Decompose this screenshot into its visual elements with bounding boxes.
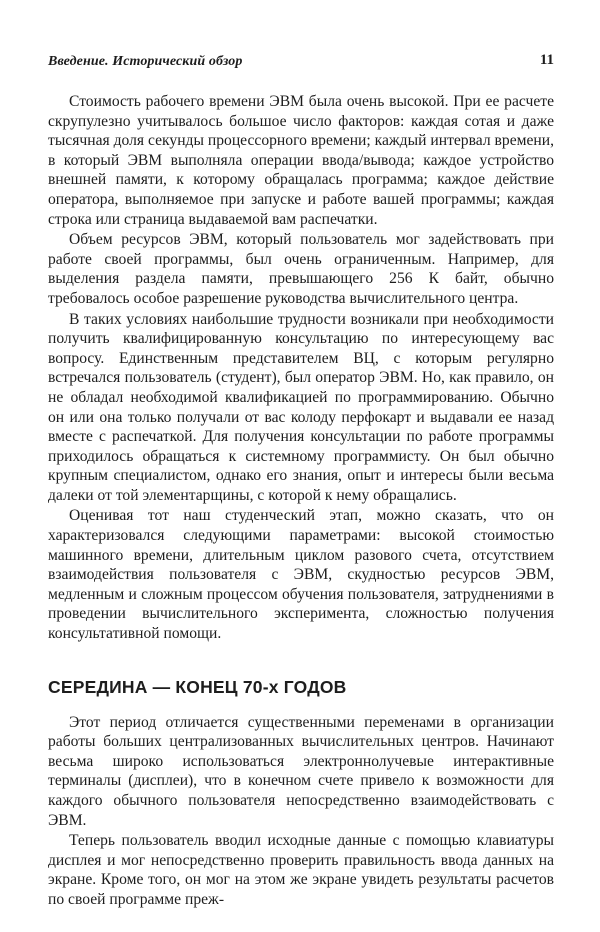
paragraph-summary: Оценивая тот наш студенческий этап, можно сказать, что он характеризовался следующими параметрами: высокой стоимостью машинного времени, длительным циклом разового счета, отсутствием взаимодействия пользователя с ЭВМ, скудностью ресурсов ЭВМ, медленным и сложным процессом обучения пользователя, затруднениями в проведении вычислительного эксперимента, сложностью получения консультативной помощи.	[48, 507, 554, 643]
paragraph-period: Этот период отличается существенными переменами в организации работы больших централизованных вычислительных центров. Начинают весьма широко использоваться электроннолучевые интерактивные терминалы (дисплеи), что в конечном счете привело к возможности для каждого обычного пользователя непосредственно взаимодействовать с ЭВМ.	[48, 713, 554, 829]
paragraph-terminal-input: Теперь пользователь вводил исходные данные с помощью клавиатуры дисплея и мог непосредственно проверить правильность ввода данных на экране. Кроме того, он мог на этом же экране увидеть результаты расчетов по своей программе преж-	[48, 832, 554, 908]
paragraph-consultation: В таких условиях наибольшие трудности возникали при необходимости получить квалифицированную консультацию по интересующему вас вопросу. Единственным представителем ВЦ, с которым регулярно встречался пользователь (студент), был оператор ЭВМ. Но, как правило, он не обладал необходимой квалификацией по программированию. Обычно он или она только получали от вас колоду перфокарт и выдавали ее назад вместе с распечаткой. Для получения консультации по работе программы приходилось обращаться к системному программисту. Он был обычно крупным специалистом, однако его знания, опыт и интересы были весьма далеки от той элементарщины, с которой к нему обращались.	[48, 310, 554, 504]
paragraph-cost: Стоимость рабочего времени ЭВМ была очень высокой. При ее расчете скрупулезно учитывалось большое число факторов: каждая сотая и даже тысячная доля секунды процессорного времени; каждый интервал времени, в который ЭВМ выполняла операции ввода/вывода; каждое устройство внешней памяти, к которому обращалась программа; каждое действие оператора, выполняемое при запуске и работе вашей программы; каждая строка или страница выдаваемой вам распечатки.	[48, 93, 554, 228]
paragraph-resources: Объем ресурсов ЭВМ, который пользователь мог задействовать при работе своей программы, был очень ограниченным. Например, для выделения раздела памяти, превышающего 256 К байт, обычно требовалось особое разрешение руководства вычислительного центра.	[48, 231, 554, 307]
section-heading: СЕРЕДИНА — КОНЕЦ 70-х ГОДОВ	[48, 676, 347, 697]
book-page	[48, 44, 554, 911]
chapter-title: Введение. Исторический обзор	[48, 54, 243, 69]
page-number: 11	[539, 52, 554, 68]
body-text	[48, 92, 554, 910]
running-head	[48, 44, 554, 70]
